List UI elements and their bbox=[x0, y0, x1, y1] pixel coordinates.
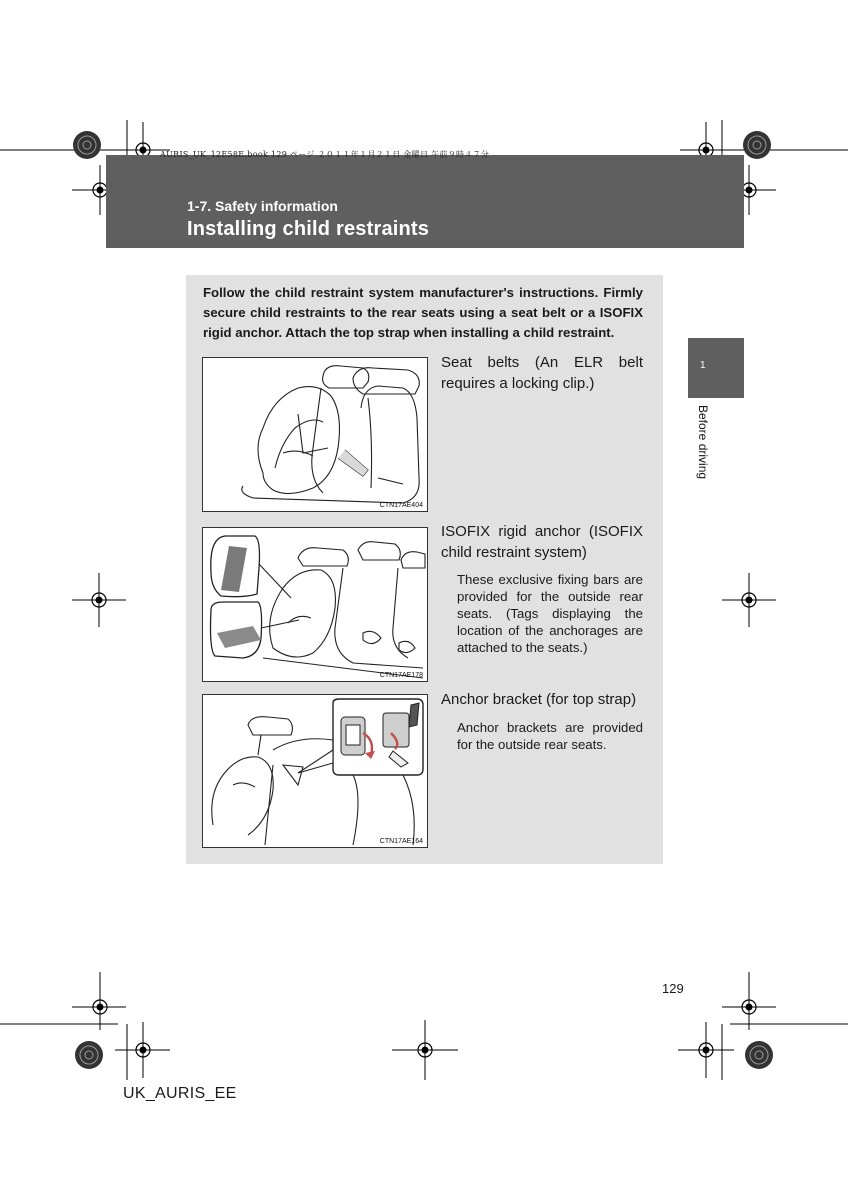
isofix-tag-label: ISOFIX bbox=[240, 551, 255, 579]
chapter-tab bbox=[688, 338, 744, 398]
figure-code: CTN17AE178 bbox=[379, 672, 423, 679]
chapter-number: 1 bbox=[700, 360, 706, 371]
figure-code: CTN17AE164 bbox=[379, 838, 423, 845]
page-title: Installing child restraints bbox=[187, 218, 430, 240]
footer-code: UK_AURIS_EE bbox=[123, 1085, 237, 1102]
intro-text: Follow the child restraint system manufacturer's instructions. Firmly secure child restraints to the rear seats using a seat belt or a ISOFIX rigid anchor. Attach the top strap when installing a child restraint. bbox=[203, 285, 643, 340]
anchor-bracket-heading: Anchor bracket (for top strap) bbox=[441, 691, 637, 708]
print-info: AURIS_UK_12E58E.book 129 ページ ２０１１年１月２１日 金曜日 午前９時４７分 bbox=[160, 150, 490, 159]
isofix-heading: ISOFIX rigid anchor (ISOFIX child restraint system) bbox=[441, 523, 643, 561]
chapter-name: Before driving bbox=[696, 405, 710, 480]
figure-seat-belt bbox=[202, 357, 428, 512]
seat-belts-heading: Seat belts (An ELR belt requires a locking clip.) bbox=[441, 354, 643, 392]
figure-isofix-anchor bbox=[202, 527, 428, 682]
isofix-body: These exclusive fixing bars are provided for the outside rear seats. (Tags displaying the location of the anchorages are attached to the seats.) bbox=[457, 572, 643, 655]
anchor-bracket-body: Anchor brackets are provided for the outside rear seats. bbox=[457, 720, 643, 752]
figure-anchor-bracket bbox=[202, 694, 428, 848]
anchor-bracket-illustration bbox=[203, 695, 427, 847]
page-number: 129 bbox=[662, 981, 684, 996]
seat-belt-illustration bbox=[203, 358, 427, 511]
isofix-illustration bbox=[203, 528, 427, 681]
figure-code: CTN17AE404 bbox=[379, 502, 423, 509]
section-label: 1-7. Safety information bbox=[187, 198, 338, 214]
